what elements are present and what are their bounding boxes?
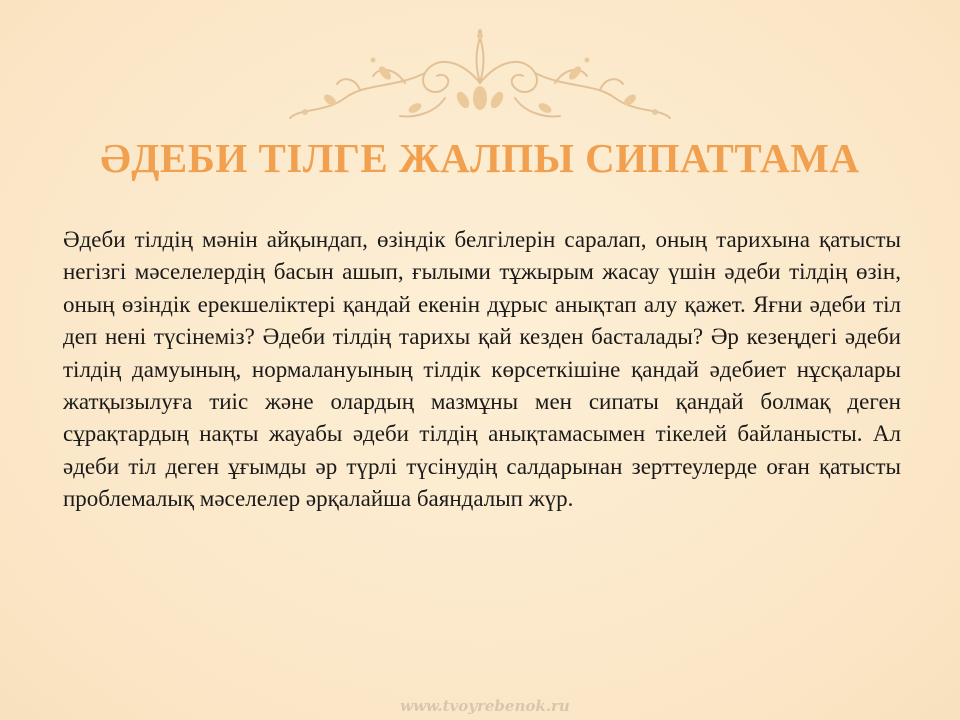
body-paragraph: Әдеби тілдің мәнін айқындап, өзіндік белгілерін саралап, оның тарихына қатысты негізгі мәселелердің басын ашып, ғылыми тұжырым жасау үшін әдеби тілдің өзін, оның өзіндік ерекшеліктері қандай екенін дұрыс анықтап алу қажет. Яғни әдеби тіл деп нені түсінеміз? Әдеби тілдің тарихы қай кезден басталады? Әр кезеңдегі әдеби тілдің дамуының, нормалануының тілдік көрсеткішіне қандай әдебиет нұсқалары жатқызылуға тиіс және олардың мазмұны мен сипаты қандай болмақ деген сұрақтардың нақты жауабы әдеби тілдің анықтамасымен тікелей байланысты. Ал әдеби тіл деген ұғымды әр түрлі түсінудің салдарынан зерттеулерде оған қатысты проблемалық мәселелер әрқалайша баяндалып жүр. (63, 227, 901, 512)
floral-flourish-ornament-icon (285, 28, 675, 128)
slide-title: ӘДЕБИ ТІЛГЕ ЖАЛПЫ СИПАТТАМА (100, 135, 860, 181)
watermark-text: www.tvoyrebenok.ru (400, 697, 570, 715)
